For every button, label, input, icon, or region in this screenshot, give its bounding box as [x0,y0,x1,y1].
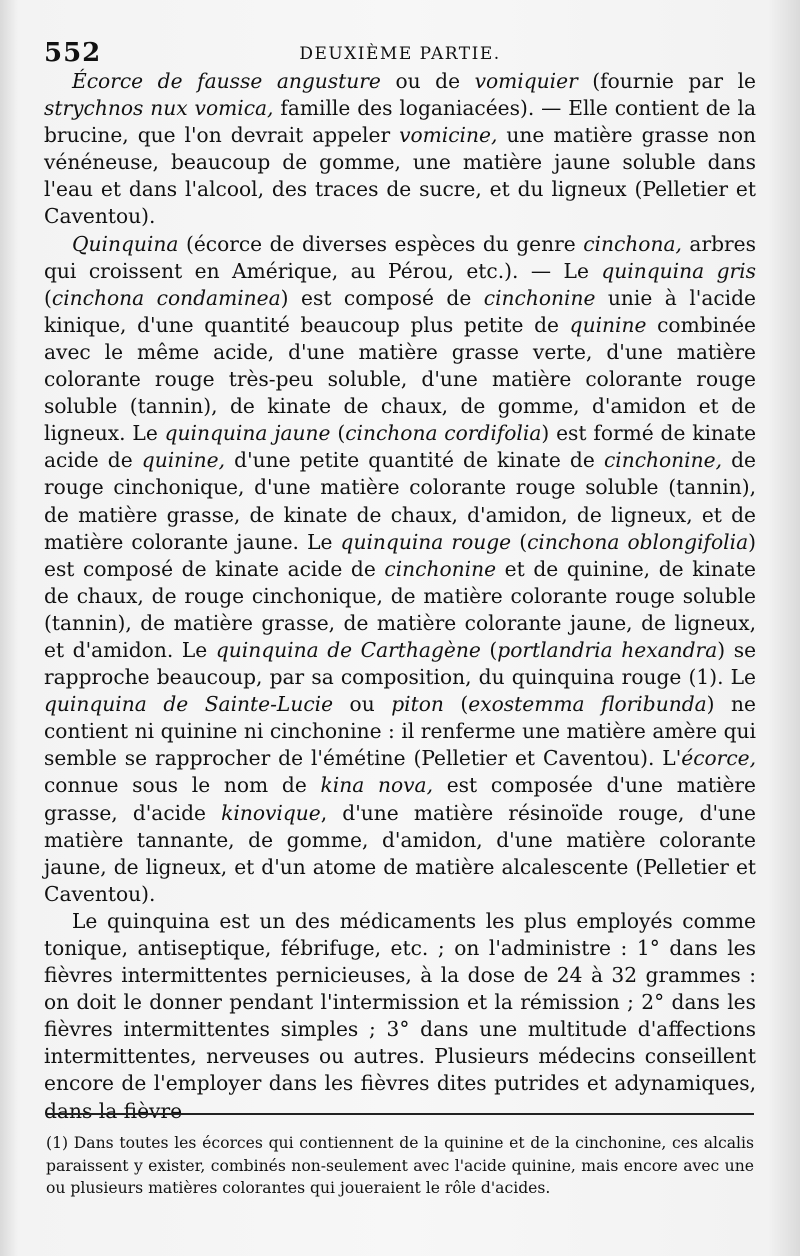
text-run: une matière grasse non vénéneuse, beaucoup de gomme, une matière jaune soluble dans l'eau et dans l'alcool, des traces de sucre, et du ligneux (Pelletier et Caventou). [44,123,757,229]
italic-run: vomiquier [474,69,578,93]
running-head: DEUXIÈME PARTIE. [299,44,501,64]
text-run: ) est composé de [280,285,484,310]
footnote-divider [46,1113,754,1115]
italic-run: vomicine, [399,123,498,148]
italic-run: cinchonine [483,285,596,310]
paragraph-quinquina [44,231,756,908]
text-run: ( [480,637,498,662]
text-run: , d'une matière résinoïde rouge, d'une matière tannante, de gomme, d'amidon, d'une matière colorante jaune, de ligneux, et d'un atome de matière alcalescente (Pelletier et Caventou). [44,800,756,906]
italic-run: cinchona condaminea [51,285,281,310]
text-run: combinée avec le même acide, d'une matière grasse verte, d'une matière colorante rouge très-peu soluble, d'une matière colorante rouge soluble (tannin), de kinate de chaux, de gomme, d'amidon et de ligneux. Le [44,312,756,446]
text-run: (fournie par le [577,69,756,93]
italic-run: kina nova, [320,773,433,798]
paragraph-usage [44,908,756,1125]
text-run: ) se rapproche beaucoup, par sa composition, du quinquina rouge (1). Le [44,637,757,690]
text-run: ) est composé de kinate acide de [44,529,756,581]
italic-run: écorce, [681,746,756,771]
text-run: ) ne contient ni quinine ni cinchonine : il renferme une matière amère qui semble se rapprocher de l'émétine (Pelletier et Caventou). L' [44,692,756,771]
text-run: ) est formé de kinate acide de [44,421,757,473]
text-run: unie à l'acide kinique, d'une quantité beaucoup plus petite de [44,285,756,337]
italic-run: strychnos nux vomica, [44,96,274,121]
text-run: ( [511,529,528,554]
italic-run: quinquina de Carthagène [215,637,481,662]
body-text [44,68,756,1125]
italic-run: portlandria hexandra [497,637,718,662]
text-run: arbres qui croissent en Amérique, au Pérou, etc.). — Le [44,231,756,283]
italic-run: quinquina jaune [164,421,331,446]
italic-run: cinchonine, [603,448,722,473]
paragraph-fausse-angusture [44,68,756,231]
text-run: et de quinine, de kinate de chaux, de rouge cinchonique, de matière colorante rouge soluble (tannin), de matière grasse, de matière colorante jaune, de ligneux, et d'amidon. Le [44,556,757,662]
text-run: ( [443,692,469,717]
page-header [44,38,756,68]
italic-run: cinchonine [384,556,497,581]
italic-run: cinchona oblongifolia [527,529,749,554]
page-number: 552 [44,38,102,68]
italic-run: cinchona cordifolia [345,421,542,446]
italic-run: Quinquina [72,231,179,256]
text-run: Le quinquina est un des médicaments les plus employés comme tonique, antiseptique, fébrifuge, etc. ; on l'administre : 1° dans les fièvres intermittentes pernicieuses, à la dose de 24 à 32 grammes : on doit le donner pendant l'intermission et la rémission ; 2° dans les fièvres intermittentes simples ; 3° dans une multitude d'affections intermittentes, nerveuses ou autres. Plusieurs médecins conseillent encore de l'employer dans les fièvres dites putrides et adynamiques, dans la fièvre [44,908,756,1123]
text-run: ( [330,421,346,446]
text-run: ou [333,692,392,717]
italic-run: kinovique [221,800,321,825]
italic-run: quinquina rouge [340,529,512,554]
text-run: d'une petite quantité de kinate de [225,448,604,473]
italic-run: piton [391,692,444,717]
text-run: famille des loganiacées). — Elle contient de la brucine, que l'on devrait appeler [44,96,756,148]
footnote [46,1132,754,1200]
italic-run: Écorce de fausse angusture [72,69,381,93]
italic-run: quinquina de Sainte-Lucie [44,692,334,717]
text-run: ( [44,285,52,310]
footnote-text: (1) Dans toutes les écorces qui contiennent de la quinine et de la cinchonine, ces alcalis paraissent y exister, combinés non-seulement avec l'acide quinine, mais encore avec une ou plusieurs matières colorantes qui joueraient le rôle d'acides. [46,1134,754,1198]
text-run: ou de [380,69,475,93]
italic-run: quinine [569,312,647,337]
text-run: de rouge cinchonique, d'une matière colorante rouge soluble (tannin), de matière grasse, de kinate de chaux, d'amidon, de ligneux, et de matière colorante jaune. Le [44,448,756,554]
italic-run: cinchona, [583,231,682,256]
italic-run: exostemma floribunda [468,692,707,717]
text-run: (écorce de diverses espèces du genre [178,231,584,256]
text-run: est composée d'une matière grasse, d'acide [44,773,756,825]
italic-run: quinquina gris [601,258,756,283]
italic-run: quinine, [141,448,226,473]
text-run: connue sous le nom de [44,773,321,798]
